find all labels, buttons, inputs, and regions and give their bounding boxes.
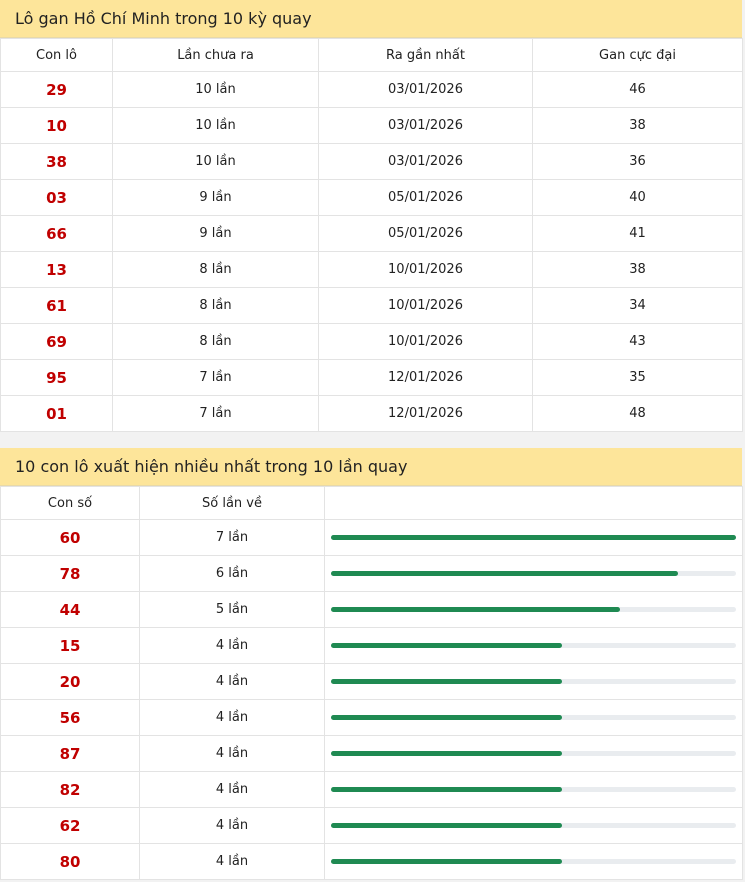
- lo-gan-row: [1, 144, 743, 180]
- so-lan-ve: 4 lần: [140, 700, 325, 736]
- gan-cuc-dai: 36: [533, 144, 743, 180]
- ra-gan-nhat: 05/01/2026: [319, 180, 533, 216]
- top-lo-row: [1, 772, 743, 808]
- gan-cuc-dai: 38: [533, 108, 743, 144]
- top-lo-header-row: [1, 487, 743, 520]
- frequency-bar-fill: [331, 823, 562, 828]
- frequency-bar-cell: [325, 700, 743, 736]
- con-so: 78: [1, 556, 140, 592]
- con-so: 56: [1, 700, 140, 736]
- top-lo-row: [1, 700, 743, 736]
- so-lan-ve: 4 lần: [140, 808, 325, 844]
- lan-chua-ra: 8 lần: [113, 324, 319, 360]
- gan-cuc-dai: 46: [533, 72, 743, 108]
- frequency-bar-cell: [325, 628, 743, 664]
- so-lan-ve: 4 lần: [140, 772, 325, 808]
- frequency-bar-cell: [325, 520, 743, 556]
- lan-chua-ra: 9 lần: [113, 180, 319, 216]
- lo-gan-row: [1, 108, 743, 144]
- top-lo-row: [1, 844, 743, 880]
- lo-number: 13: [1, 252, 113, 288]
- frequency-bar-fill: [331, 787, 562, 792]
- lo-number: 69: [1, 324, 113, 360]
- frequency-bar-fill: [331, 859, 562, 864]
- ra-gan-nhat: 03/01/2026: [319, 72, 533, 108]
- top-lo-row: [1, 592, 743, 628]
- frequency-bar-track: [331, 643, 736, 648]
- header-con-so: Con số: [1, 487, 140, 520]
- con-so: 20: [1, 664, 140, 700]
- header-gan-cuc-dai: Gan cực đại: [533, 39, 743, 72]
- frequency-bar-track: [331, 859, 736, 864]
- so-lan-ve: 4 lần: [140, 736, 325, 772]
- lo-gan-row: [1, 360, 743, 396]
- lo-number: 95: [1, 360, 113, 396]
- gan-cuc-dai: 34: [533, 288, 743, 324]
- top-lo-body: [1, 520, 743, 880]
- so-lan-ve: 4 lần: [140, 628, 325, 664]
- con-so: 44: [1, 592, 140, 628]
- header-lan-chua-ra: Lần chưa ra: [113, 39, 319, 72]
- lo-number: 29: [1, 72, 113, 108]
- con-so: 87: [1, 736, 140, 772]
- top-lo-row: [1, 520, 743, 556]
- gan-cuc-dai: 41: [533, 216, 743, 252]
- top-lo-row: [1, 628, 743, 664]
- so-lan-ve: 7 lần: [140, 520, 325, 556]
- header-so-lan-ve: Số lần về: [140, 487, 325, 520]
- lan-chua-ra: 9 lần: [113, 216, 319, 252]
- top-lo-row: [1, 556, 743, 592]
- frequency-bar-track: [331, 751, 736, 756]
- ra-gan-nhat: 12/01/2026: [319, 396, 533, 432]
- gan-cuc-dai: 35: [533, 360, 743, 396]
- lo-number: 61: [1, 288, 113, 324]
- frequency-bar-fill: [331, 643, 562, 648]
- frequency-bar-cell: [325, 736, 743, 772]
- top-lo-row: [1, 808, 743, 844]
- ra-gan-nhat: 12/01/2026: [319, 360, 533, 396]
- lo-gan-panel: [0, 0, 742, 432]
- ra-gan-nhat: 10/01/2026: [319, 324, 533, 360]
- lo-gan-row: [1, 72, 743, 108]
- frequency-bar-track: [331, 535, 736, 540]
- frequency-bar-cell: [325, 772, 743, 808]
- top-lo-row: [1, 664, 743, 700]
- frequency-bar-fill: [331, 679, 562, 684]
- lo-number: 10: [1, 108, 113, 144]
- frequency-bar-track: [331, 571, 736, 576]
- lo-gan-table: [0, 38, 743, 432]
- frequency-bar-track: [331, 823, 736, 828]
- lo-number: 01: [1, 396, 113, 432]
- top-lo-table: [0, 486, 743, 880]
- lo-number: 03: [1, 180, 113, 216]
- frequency-bar-fill: [331, 607, 620, 612]
- frequency-bar-cell: [325, 592, 743, 628]
- frequency-bar-cell: [325, 808, 743, 844]
- ra-gan-nhat: 10/01/2026: [319, 252, 533, 288]
- lo-gan-row: [1, 216, 743, 252]
- section-gap: [0, 432, 745, 448]
- con-so: 15: [1, 628, 140, 664]
- lo-number: 66: [1, 216, 113, 252]
- lan-chua-ra: 10 lần: [113, 144, 319, 180]
- lo-gan-title: Lô gan Hồ Chí Minh trong 10 kỳ quay: [0, 0, 742, 38]
- con-so: 82: [1, 772, 140, 808]
- so-lan-ve: 6 lần: [140, 556, 325, 592]
- ra-gan-nhat: 05/01/2026: [319, 216, 533, 252]
- so-lan-ve: 5 lần: [140, 592, 325, 628]
- lo-gan-row: [1, 288, 743, 324]
- con-so: 62: [1, 808, 140, 844]
- con-so: 80: [1, 844, 140, 880]
- ra-gan-nhat: 10/01/2026: [319, 288, 533, 324]
- lo-number: 38: [1, 144, 113, 180]
- lo-gan-body: [1, 72, 743, 432]
- gan-cuc-dai: 43: [533, 324, 743, 360]
- lo-gan-row: [1, 252, 743, 288]
- lo-gan-row: [1, 180, 743, 216]
- ra-gan-nhat: 03/01/2026: [319, 108, 533, 144]
- con-so: 60: [1, 520, 140, 556]
- ra-gan-nhat: 03/01/2026: [319, 144, 533, 180]
- frequency-bar-fill: [331, 715, 562, 720]
- gan-cuc-dai: 38: [533, 252, 743, 288]
- frequency-bar-fill: [331, 535, 736, 540]
- header-bar: [325, 487, 743, 520]
- top-lo-title: 10 con lô xuất hiện nhiều nhất trong 10 lần quay: [0, 448, 742, 486]
- frequency-bar-track: [331, 715, 736, 720]
- lo-gan-row: [1, 324, 743, 360]
- header-con-lo: Con lô: [1, 39, 113, 72]
- top-lo-row: [1, 736, 743, 772]
- lo-gan-row: [1, 396, 743, 432]
- lan-chua-ra: 8 lần: [113, 252, 319, 288]
- lan-chua-ra: 10 lần: [113, 72, 319, 108]
- frequency-bar-cell: [325, 844, 743, 880]
- frequency-bar-track: [331, 679, 736, 684]
- lan-chua-ra: 10 lần: [113, 108, 319, 144]
- frequency-bar-fill: [331, 751, 562, 756]
- lan-chua-ra: 7 lần: [113, 360, 319, 396]
- lan-chua-ra: 7 lần: [113, 396, 319, 432]
- frequency-bar-cell: [325, 556, 743, 592]
- header-ra-gan-nhat: Ra gần nhất: [319, 39, 533, 72]
- lo-gan-header-row: [1, 39, 743, 72]
- lan-chua-ra: 8 lần: [113, 288, 319, 324]
- frequency-bar-fill: [331, 571, 678, 576]
- so-lan-ve: 4 lần: [140, 664, 325, 700]
- gan-cuc-dai: 48: [533, 396, 743, 432]
- gan-cuc-dai: 40: [533, 180, 743, 216]
- frequency-bar-track: [331, 787, 736, 792]
- frequency-bar-cell: [325, 664, 743, 700]
- frequency-bar-track: [331, 607, 736, 612]
- so-lan-ve: 4 lần: [140, 844, 325, 880]
- top-lo-panel: [0, 448, 742, 880]
